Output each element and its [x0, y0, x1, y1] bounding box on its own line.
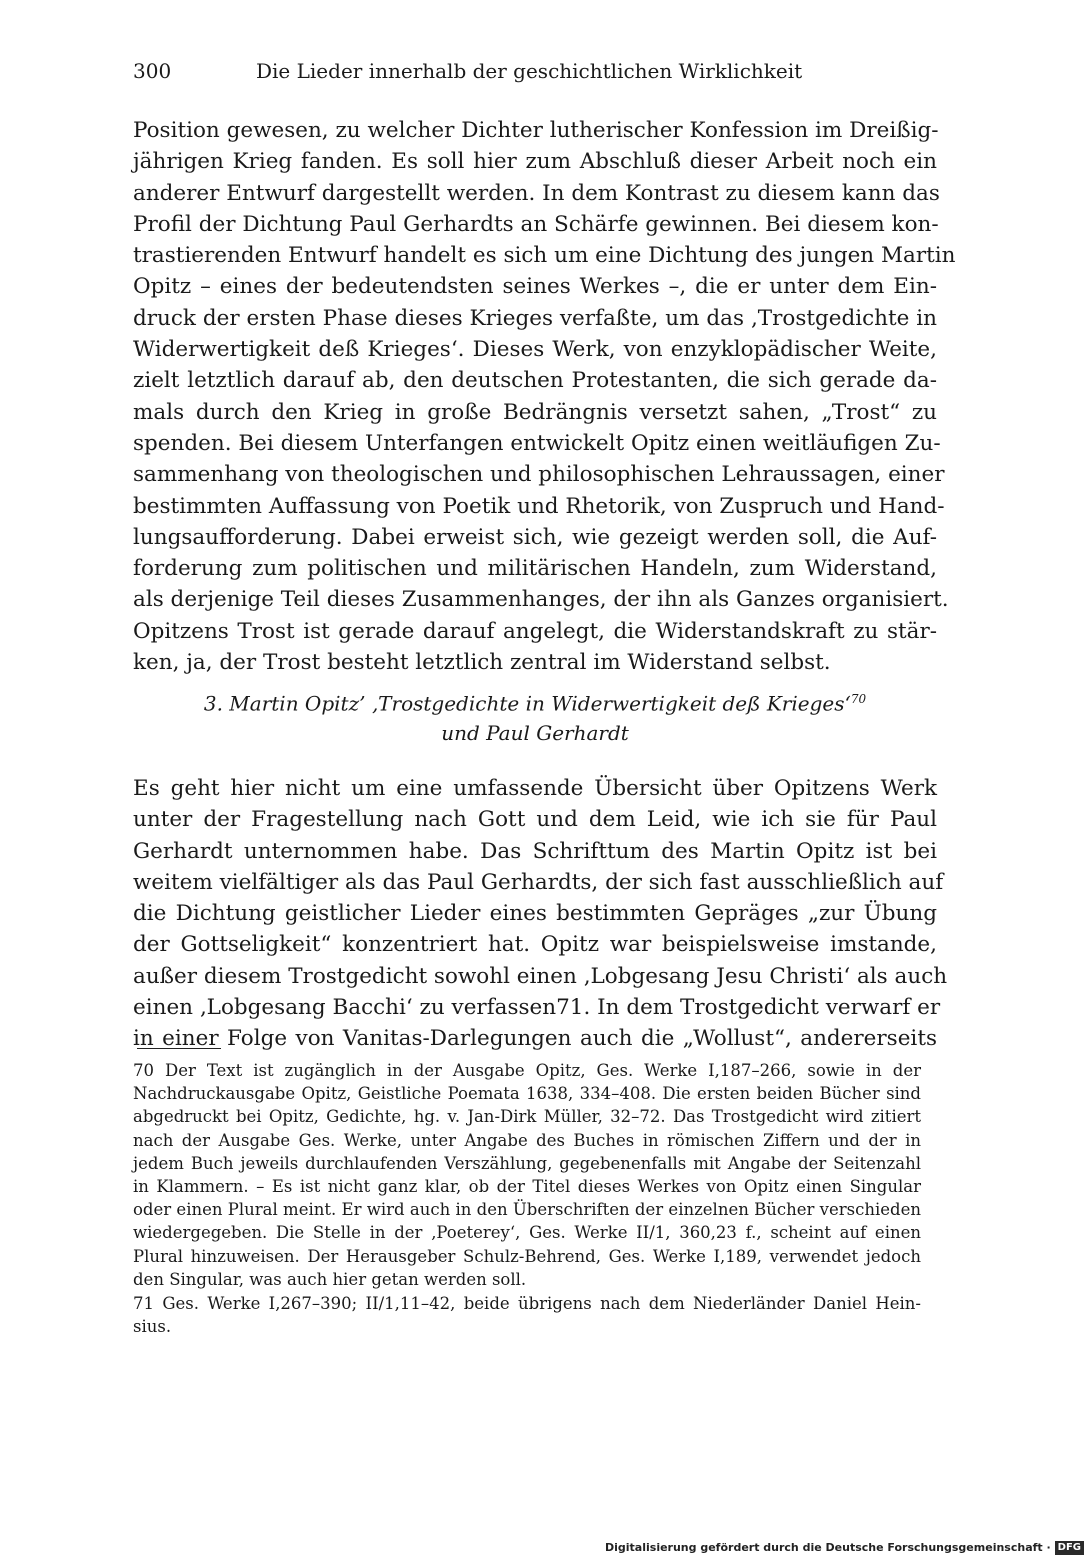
footnote-line: oder einen Plural meint. Er wird auch in den Überschriften der einzelnen Bücher verschieden: [133, 1200, 921, 1220]
text-line: anderer Entwurf dargestellt werden. In dem Kontrast zu diesem kann das: [133, 180, 940, 206]
credit-text: Digitalisierung gefördert durch die Deutsche Forschungsgemeinschaft ·: [605, 1541, 1051, 1554]
footnote-line: sius.: [133, 1317, 172, 1337]
text-line: lungsaufforderung. Dabei erweist sich, wie gezeigt werden soll, die Auf-: [133, 524, 937, 550]
text-line: Opitz – eines der bedeutendsten seines Werkes –, die er unter dem Ein-: [133, 274, 937, 300]
text-line: Es geht hier nicht um eine umfassende Übersicht über Opitzens Werk: [133, 776, 937, 801]
footnote-line: Plural hinzuweisen. Der Herausgeber Schulz-Behrend, Ges. Werke I,189, verwendet jedoch: [133, 1246, 921, 1266]
text-line: weitem vielfältiger als das Paul Gerhardts, der sich fast ausschließlich auf: [133, 869, 944, 895]
footnote-line: Nachdruckausgabe Opitz, Geistliche Poemata 1638, 334–408. Die ersten beiden Bücher sind: [133, 1084, 921, 1104]
paragraph-main: [133, 773, 948, 1055]
footnote-line: nach der Ausgabe Ges. Werke, unter Angabe des Buches in römischen Ziffern und der in: [133, 1130, 921, 1150]
text-line: mals durch den Krieg in große Bedrängnis versetzt sahen, „Trost“ zu: [133, 399, 937, 425]
text-line: Profil der Dichtung Paul Gerhardts an Schärfe gewinnen. Bei diesem kon-: [133, 211, 939, 237]
footnote-line: den Singular, was auch hier getan werden soll.: [133, 1269, 527, 1289]
page-number: 300: [133, 59, 172, 83]
footnote-line: 71 Ges. Werke I,267–390; II/1,11–42, beide übrigens nach dem Niederländer Daniel Hein-: [133, 1294, 921, 1313]
paragraph-intro: [133, 115, 956, 678]
section-heading-line: und Paul Gerhardt: [441, 720, 629, 745]
text-line: außer diesem Trostgedicht sowohl einen ‚Lobgesang Jesu Christi‘ als auch: [133, 963, 948, 989]
text-line: spenden. Bei diesem Unterfangen entwickelt Opitz einen weitläufigen Zu-: [133, 430, 941, 456]
footnote-line: in Klammern. – Es ist nicht ganz klar, ob der Titel dieses Werkes von Opitz einen Singular: [133, 1176, 921, 1196]
text-line: forderung zum politischen und militärischen Handeln, zum Widerstand,: [133, 556, 937, 582]
section-heading-line: [133, 685, 937, 719]
text-line: unter der Fragestellung nach Gott und dem Leid, wie ich sie für Paul: [133, 807, 937, 833]
section-heading-text: 3. Martin Opitz’ ‚Trostgedichte in Widerwertigkeit deß Krieges‘: [203, 691, 851, 716]
text-line: sammenhang von theologischen und philosophischen Lehraussagen, einer: [133, 462, 945, 488]
running-head: [133, 56, 823, 86]
text-line: Widerwertigkeit deß Krieges‘. Dieses Werk, von enzyklopädischer Weite,: [133, 337, 937, 363]
text-line: bestimmten Auffassung von Poetik und Rhetorik, von Zuspruch und Hand-: [133, 493, 945, 519]
text-line: jährigen Krieg fanden. Es soll hier zum Abschluß dieser Arbeit noch ein: [133, 149, 937, 175]
running-head-title: Die Lieder innerhalb der geschichtlichen Wirklichkeit: [256, 59, 803, 83]
text-line: druck der ersten Phase dieses Krieges verfaßte, um das ‚Trostgedichte in: [133, 305, 937, 331]
footnote-line: jedem Buch jeweils durchlaufenden Verszählung, gegebenenfalls mit Angabe der Seitenzahl: [133, 1153, 921, 1173]
text-line: Opitzens Trost ist gerade darauf angelegt, die Widerstandskraft zu stär-: [133, 618, 937, 644]
dfg-logo: DFG: [1055, 1541, 1084, 1555]
text-line: ken, ja, der Trost besteht letztlich zentral im Widerstand selbst.: [133, 650, 831, 676]
text-line: der Gottseligkeit“ konzentriert hat. Opitz war beispielsweise imstande,: [133, 932, 937, 958]
footnote-70: [133, 1059, 921, 1291]
text-line: die Dichtung geistlicher Lieder eines bestimmten Gepräges „zur Übung: [133, 901, 937, 927]
section-heading: [133, 685, 937, 748]
text-line: Position gewesen, zu welcher Dichter lutherischer Konfession im Dreißig-: [133, 118, 939, 143]
footnote-ref-70[interactable]: 70: [850, 692, 867, 706]
text-line: zielt letztlich darauf ab, den deutschen Protestanten, die sich gerade da-: [133, 368, 937, 394]
text-line: Gerhardt unternommen habe. Das Schrifttum des Martin Opitz ist bei: [133, 838, 937, 864]
footnote-line: wiedergegeben. Die Stelle in der ‚Poeterey‘, Ges. Werke II/1, 360,23 f., scheint auf einen: [133, 1223, 921, 1243]
text-line: als derjenige Teil dieses Zusammenhanges, der ihn als Ganzes organisiert.: [133, 587, 949, 613]
footnote-line: abgedruckt bei Opitz, Gedichte, hg. v. Jan-Dirk Müller, 32–72. Das Trostgedicht wird zitiert: [133, 1107, 921, 1127]
footnote-line: 70 Der Text ist zugänglich in der Ausgabe Opitz, Ges. Werke I,187–266, sowie in der: [133, 1061, 921, 1080]
text-line: trastierenden Entwurf handelt es sich um eine Dichtung des jungen Martin: [133, 243, 956, 269]
text-line: in einer Folge von Vanitas-Darlegungen auch die „Wollust“, andererseits: [133, 1026, 937, 1052]
footnote-71: [133, 1292, 921, 1338]
footnote-separator: [137, 1048, 221, 1049]
text-line: einen ‚Lobgesang Bacchi‘ zu verfassen71. In dem Trostgedicht verwarf er: [133, 995, 941, 1021]
digitization-credit: [605, 1539, 1084, 1556]
